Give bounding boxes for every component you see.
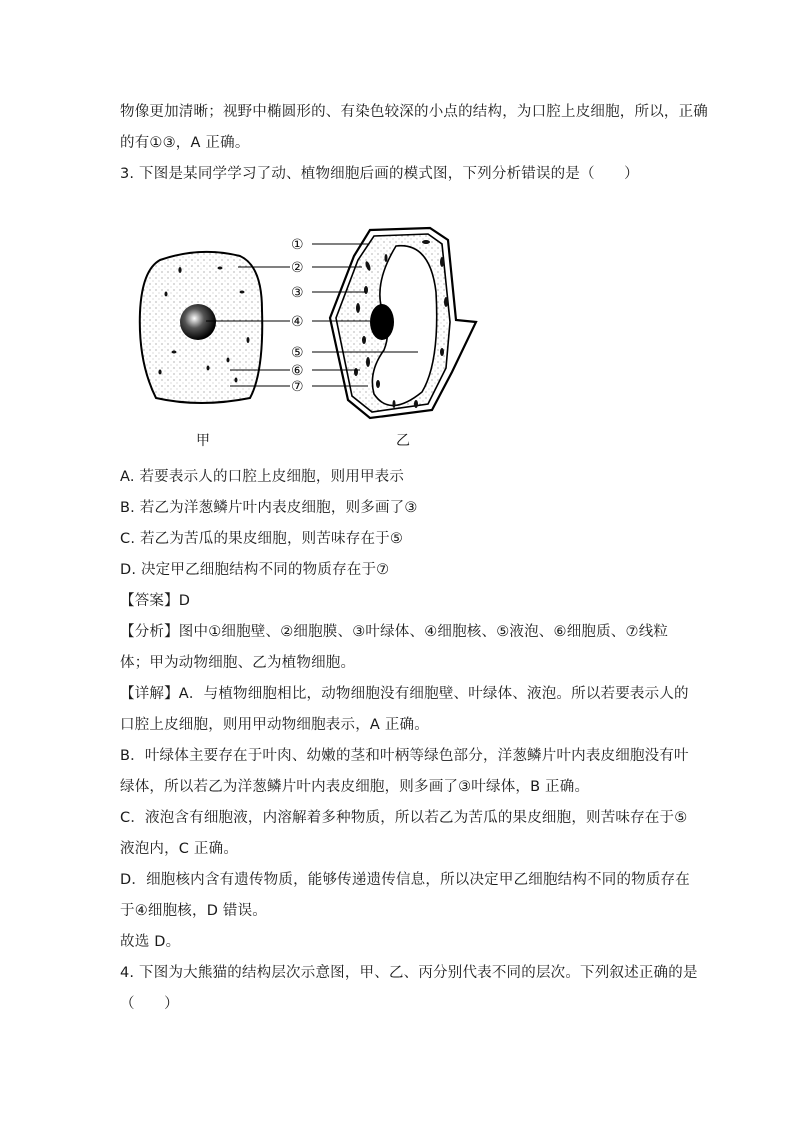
explanation: 口腔上皮细胞，则用甲动物细胞表示，A 正确。 xyxy=(120,717,429,733)
plant-nucleus xyxy=(370,304,394,340)
analysis: 【分析】图中①细胞壁、②细胞膜、③叶绿体、④细胞核、⑤液泡、⑥细胞质、⑦线粒 xyxy=(120,624,669,640)
question-3: 3. 下图是某同学学习了动、植物细胞后画的模式图，下列分析错误的是（ ） xyxy=(120,166,639,182)
answer: 【答案】D xyxy=(120,593,191,609)
animal-nucleus xyxy=(180,304,216,340)
animal-cell xyxy=(140,252,262,403)
explanation: 【详解】A．与植物细胞相比，动物细胞没有细胞壁、叶绿体、液泡。所以若要表示人的 xyxy=(120,686,689,702)
option-b: B. 若乙为洋葱鳞片叶内表皮细胞，则多画了③ xyxy=(120,500,418,516)
caption-animal-cell: 甲 xyxy=(196,433,210,449)
label-1: ① xyxy=(291,237,304,253)
label-7: ⑦ xyxy=(291,379,304,395)
label-3: ③ xyxy=(291,285,304,301)
option-d: D. 决定甲乙细胞结构不同的物质存在于⑦ xyxy=(120,562,390,578)
label-4: ④ xyxy=(291,314,304,330)
caption-plant-cell: 乙 xyxy=(396,433,410,449)
explanation: D．细胞核内含有遗传物质，能够传递遗传信息，所以决定甲乙细胞结构不同的物质存在 xyxy=(120,872,690,888)
explanation: 液泡内，C 正确。 xyxy=(120,841,239,857)
explanation: 绿体，所以若乙为洋葱鳞片叶内表皮细胞，则多画了③叶绿体，B 正确。 xyxy=(120,779,590,795)
option-a: A. 若要表示人的口腔上皮细胞，则用甲表示 xyxy=(120,469,405,485)
plant-cell xyxy=(330,228,476,418)
analysis: 体；甲为动物细胞、乙为植物细胞。 xyxy=(120,655,356,671)
explanation: 于④细胞核，D 错误。 xyxy=(120,903,267,919)
option-c: C. 若乙为苦瓜的果皮细胞，则苦味存在于⑤ xyxy=(120,531,404,547)
explanation: C．液泡含有细胞液，内溶解着多种物质，所以若乙为苦瓜的果皮细胞，则苦味存在于⑤ xyxy=(120,810,688,826)
explanation: B．叶绿体主要存在于叶肉、幼嫩的茎和叶柄等绿色部分，洋葱鳞片叶内表皮细胞没有叶 xyxy=(120,748,689,764)
text-line: 的有①③，A 正确。 xyxy=(120,135,250,151)
text-line: 物像更加清晰；视野中椭圆形的、有染色较深的小点的结构，为口腔上皮细胞，所以，正确 xyxy=(120,104,708,120)
label-6: ⑥ xyxy=(291,363,304,379)
conclusion: 故选 D。 xyxy=(120,934,181,950)
question-4-bracket: （ ） xyxy=(120,996,179,1012)
label-2: ② xyxy=(291,260,304,276)
cell-diagram xyxy=(130,222,490,452)
question-4: 4. 下图为大熊猫的结构层次示意图，甲、乙、丙分别代表不同的层次。下列叙述正确的是 xyxy=(120,965,698,981)
label-5: ⑤ xyxy=(291,345,304,361)
